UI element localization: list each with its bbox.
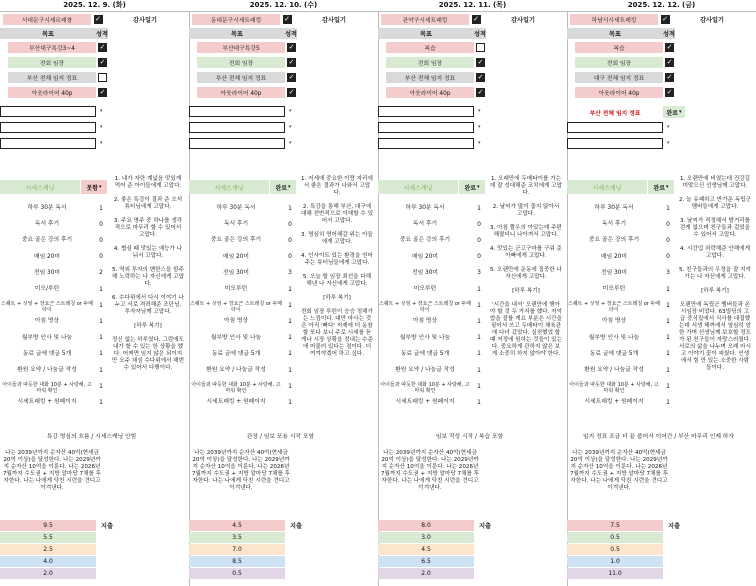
goal-checkbox[interactable] [475, 72, 486, 83]
score-value[interactable]: 6.5 [378, 556, 474, 567]
vision-text: 나는 2039년까지 순자산 40억(현세금 20억 이상)을 달성한다. 나는 2029년까지 순자산 10억을 이룬다. 나는 2026년 7월까지 수도권 + 지방 알마당 7채를 후자한다. 나는 나에게 닥친 시련을 견디고 이겨낸다. [380, 450, 480, 491]
score-value[interactable]: 9.5 [0, 520, 96, 531]
score-value[interactable]: 3.5 [189, 532, 285, 543]
chevron-down-icon[interactable]: ▾ [289, 124, 292, 130]
chevron-down-icon[interactable]: ▾ [667, 140, 670, 146]
checked-icon: ✓ [284, 15, 290, 23]
score-value[interactable]: 4.5 [189, 520, 285, 531]
task-value[interactable]: 1 [477, 285, 481, 293]
checked-icon: ✓ [473, 15, 479, 23]
task-label: 아이들과 따듯한 대화 10분 + 사랑해, 고마워 확인 [2, 381, 92, 394]
done-header: 성적 [285, 28, 297, 39]
task-value[interactable]: 2 [99, 269, 103, 277]
task-value[interactable]: 3 [288, 269, 292, 277]
checkbox-icon: ✓ [477, 88, 484, 96]
task-value[interactable]: 1 [666, 350, 670, 358]
score-value[interactable]: 3.0 [378, 532, 474, 543]
goal-input[interactable] [378, 106, 474, 117]
goal-checkbox[interactable] [286, 42, 297, 53]
status-label: 시세스캐닝 [0, 180, 80, 194]
expense-label: 지출 [101, 523, 113, 530]
task-label: 아침 명상 [223, 318, 249, 325]
vision-text: 나는 2039년까지 순자산 40억(현세금 20억 이상)을 달성한다. 나는 2029년까지 순자산 10억을 이룬다. 나는 2026년 7월까지 수도권 + 지방 알마당 7채를 후자한다. 나는 나에게 닥친 시련을 견디고 이겨낸다. [191, 450, 291, 491]
goal-item[interactable]: 아웃라이어 40p [8, 87, 96, 98]
top-goal-checkbox[interactable] [659, 14, 671, 25]
task-label: 아침 명상 [34, 318, 60, 325]
chevron-down-icon[interactable]: ▾ [289, 108, 292, 114]
task-value[interactable]: 1 [99, 398, 103, 406]
checkbox-icon: ✓ [288, 43, 295, 51]
day-column [189, 12, 372, 586]
journal-header: 감사일기 [700, 17, 724, 24]
task-value[interactable]: 1 [99, 301, 103, 309]
goal-item[interactable]: 대구 전체 임지 정표 [575, 72, 663, 83]
goal-input[interactable] [189, 138, 285, 149]
goal-header: 목표 [0, 28, 96, 39]
task-value[interactable]: 1 [288, 366, 292, 374]
task-value[interactable]: 1 [477, 317, 481, 325]
score-value[interactable]: 8.0 [378, 520, 474, 531]
task-label: 미모루틴 [224, 286, 248, 292]
task-value[interactable]: 1 [288, 301, 292, 309]
chevron-down-icon[interactable]: ▾ [100, 140, 103, 146]
score-value[interactable]: 7.0 [189, 544, 285, 555]
journal-text[interactable]: 1. 오래만에 두메타이를 가는데 잘 성대해준 코치에게 고맙다. 2. 날씨가 많이 춥지 않아서 고맙다. 3. 아침 짤우의 아았는데 주편해줬더니 나아져서 고맙다. 4. 맛있는 군고구마를 구워 준 아빠에게 고맙다. 5. 오랜만에 운동에 집중한 나 자신에게 고맙다. [하루 복기] '시간을 내서' 오랜만에 행아야 할 것 두 가지를 했다. 저억 밥을 잘를 게요 부분은 시간을 핑어서 쓰고 두메타이 체육관에 다녀 갔었다. 실천했었 할 때 저정에 원하는 것들이 있는 다. 중요하게 관하지 않은 보게 소중히 하지 않아야 한다. [490, 176, 562, 357]
chevron-down-icon[interactable]: ▾ [100, 124, 103, 130]
goal-checkbox[interactable] [97, 72, 108, 83]
task-value[interactable]: 1 [477, 301, 481, 309]
task-value[interactable]: 0 [288, 220, 292, 228]
status-badge[interactable]: 못함 ▾ [81, 180, 107, 194]
goal-checkbox[interactable] [664, 72, 675, 83]
checkbox-icon: ✓ [99, 58, 106, 66]
goal-input[interactable] [189, 106, 285, 117]
task-value[interactable]: 0 [477, 236, 481, 244]
journal-header: 감사일기 [511, 17, 535, 24]
task-value[interactable]: 1 [99, 350, 103, 358]
goal-checkbox[interactable] [475, 57, 486, 68]
task-value[interactable]: 1 [666, 285, 670, 293]
task-label: 매임 20미 [600, 253, 628, 260]
task-value[interactable]: 1 [477, 334, 481, 342]
task-label: 아이들과 따듯한 대화 10분 + 사랑해, 고마워 확인 [569, 381, 659, 394]
top-goal-checkbox[interactable] [281, 14, 293, 25]
goal-input[interactable] [567, 122, 663, 133]
task-value[interactable]: 1 [99, 366, 103, 374]
task-label: 독서 후기 [412, 221, 438, 228]
top-goal-label[interactable]: 하남시시세트래킹 [570, 14, 658, 25]
task-value[interactable]: 1 [666, 382, 670, 390]
task-label: 동료 글에 댓글 5개 [589, 350, 639, 357]
checkbox-icon: ✓ [666, 58, 673, 66]
task-label: 환원 요약 / 나눔글 작성 [17, 367, 77, 373]
task-label: 아이들과 따듯한 대화 10분 + 사랑해, 고마워 확인 [380, 381, 470, 394]
task-label: 시세트래킹 + 원페이지 [395, 399, 455, 406]
task-value[interactable]: 3 [666, 269, 670, 277]
task-value[interactable]: 1 [288, 317, 292, 325]
vision-text: 나는 2039년까지 순자산 40억(현세금 20억 이상)을 달성한다. 나는 2029년까지 순자산 10억을 이룬다. 나는 2026년 7월까지 수도권 + 지방 알마당 7채를 후자한다. 나는 나에게 닥친 시련을 견디고 이겨낸다. [569, 450, 669, 491]
task-value[interactable]: 0 [666, 253, 670, 261]
task-label: 환원 요약 / 나눔글 작성 [395, 367, 455, 373]
chevron-down-icon[interactable]: ▾ [100, 108, 103, 114]
journal-text[interactable]: 1. 저세에 중요한 이랑 자리에서 좋은 결과가 나와서 고맙다. 2. 특강을 통해 부산, 대구에 대해 전반적으로 이해할 수 있어서 고맙다. 3. 명심히 명어해갈 위는 아들에게 고맙다. 4. 인사이트 있는 환경을 얻어 주는 튜터님들에게 고맙다. 5. 오늘 할 임장 최선을 다해 해낸 나 자신에게 고맙다. [하루 복기] 전회 임장 루틴이 승승 정해가는 느낌이다. 대만 마사는 것은 아직 '빠다' 저제에 더 동참할 또다 보니 주로 시세를 듣게나 시장 상황을 정내는 수준에 머물러 있다는 점이다. 더 여겨야겠어 하고 싶다. [301, 176, 373, 357]
journal-text[interactable]: 1. 내가 자란 계넓음 맛있게 먹어 준 아이들에게 고맙다. 2. 좋은 특강이 결과 준 오석 튜터님에게 고맙다. 3. 주요 명주 중 하나를 생각적으로 마무리 할 수 있어서 고맙다. 4. 협심 때 맛있는 예능가 나눠서 고맙다. 5. 역외 투자의 벤한스들 함주해 노력하는 나 자신에게 고맙다. 6. 수다위에서 다시 이야기 나누고 서로 격려해준 조단님, 투자자님께 고맙다. [하루 복기] 정신 없는 하루였다. 그럼에도 내가 할 수 있는 한 상황을 했다. 어쩌면 임지 않은 되이지만 오주 채섬 수다위에서 해번 수 있어서 다행이다. [112, 176, 184, 371]
goal-input[interactable] [189, 122, 285, 133]
task-value[interactable]: 1 [477, 350, 481, 358]
task-label: 중요 골은 강의 후기 [210, 237, 262, 244]
status-badge[interactable]: 완료 ▾ [270, 180, 296, 194]
checkbox-icon: ✓ [477, 58, 484, 66]
task-value[interactable]: 1 [288, 204, 292, 212]
goal-item[interactable]: 전회 임장 [197, 57, 285, 68]
checkbox-icon: ✓ [477, 73, 484, 81]
goal-header: 목표 [378, 28, 474, 39]
goal-item[interactable]: 아웃라이어 40p [575, 87, 663, 98]
task-value[interactable]: 1 [99, 285, 103, 293]
score-value[interactable]: 11.0 [567, 568, 663, 579]
expense-label: 지출 [479, 523, 491, 530]
score-value[interactable]: 0.5 [567, 544, 663, 555]
task-label: 환원 요약 / 나눔글 작성 [206, 367, 266, 373]
task-label: 중요 골은 강의 후기 [588, 237, 640, 244]
goal-item[interactable]: 부산대구특강3~4 [8, 42, 96, 53]
task-value[interactable]: 1 [666, 204, 670, 212]
chevron-down-icon[interactable]: ▾ [478, 108, 481, 114]
goal-checkbox[interactable] [664, 57, 675, 68]
task-value[interactable]: 1 [666, 317, 670, 325]
task-label: 동료 글에 댓글 5개 [22, 350, 72, 357]
task-label: 아침 명상 [412, 318, 438, 325]
task-label: 전임 30미 [600, 269, 628, 276]
chevron-down-icon: ▾ [99, 184, 102, 190]
goal-item[interactable]: 전회 임장 [8, 57, 96, 68]
task-label: 시세트래킹 + 원페이지 [206, 399, 266, 406]
task-label: 스퀘트 + 싯엉 + 장요근 스트레칭 or 두메타이 [189, 300, 283, 313]
task-value[interactable]: 0 [666, 236, 670, 244]
score-value[interactable]: 2.0 [378, 568, 474, 579]
goal-item[interactable]: 아웃라이어 40p [197, 87, 285, 98]
day-summary[interactable]: 특강 영심의 흐름 / 시세스캐닝 안힘 [46, 434, 137, 440]
task-value[interactable]: 1 [99, 204, 103, 212]
task-label: 스퀘트 + 싯엉 + 장요근 스트레칭 or 두메타이 [0, 300, 94, 313]
checkbox-icon: ✓ [666, 88, 673, 96]
score-value[interactable]: 8.5 [189, 556, 285, 567]
task-value[interactable]: 1 [666, 366, 670, 374]
day-summary[interactable]: 임보 작성 시작 / 복습 포함 [435, 434, 504, 440]
task-label: 동료 글에 댓글 5개 [400, 350, 450, 357]
task-label: 전임 30미 [222, 269, 250, 276]
task-label: 월부방 인사 및 나눔 [588, 334, 640, 341]
checkbox-icon: ✓ [666, 73, 673, 81]
task-value[interactable]: 1 [477, 398, 481, 406]
status-label: 시세스캐닝 [378, 180, 458, 194]
task-label: 하루 30분 독서 [405, 205, 445, 211]
goal-input[interactable] [567, 138, 663, 149]
task-label: 독서 후기 [601, 221, 627, 228]
chevron-down-icon: ▾ [288, 184, 291, 190]
done-header: 성적 [663, 28, 675, 39]
chevron-down-icon[interactable]: ▾ [667, 124, 670, 130]
task-value[interactable]: 1 [99, 334, 103, 342]
task-value[interactable]: 1 [288, 285, 292, 293]
goal-item[interactable]: 아웃라이어 40p [386, 87, 474, 98]
task-label: 동료 글에 댓글 5개 [211, 350, 261, 357]
top-goal-label[interactable]: 서대문구시세르래창 [3, 14, 91, 25]
goal-input[interactable] [378, 122, 474, 133]
checkbox-icon: ✓ [288, 73, 295, 81]
task-label: 환원 요약 / 나눔글 작성 [584, 367, 644, 373]
goal-checkbox[interactable] [97, 57, 108, 68]
task-label: 매임 20미 [33, 253, 61, 260]
checkbox-icon: ✓ [666, 43, 673, 51]
checkbox-icon: ✓ [99, 88, 106, 96]
goal-item[interactable]: 전회 임장 [575, 57, 663, 68]
task-value[interactable]: 0 [477, 220, 481, 228]
goal-input[interactable] [0, 106, 96, 117]
task-value[interactable]: 3 [477, 269, 481, 277]
vision-text: 나는 2039년까지 순자산 40억(현세금 20억 이상)을 달성한다. 나는 2029년까지 순자산 10억을 이룬다. 나는 2026년 7월까지 수도권 + 지방 알마당 7채를 후자한다. 나는 나에게 닥친 시련을 견디고 이겨낸다. [2, 450, 102, 491]
day-column [378, 12, 561, 586]
dropdown-value[interactable]: 부산 전체 임지 정표 [589, 110, 641, 117]
status-badge[interactable]: 완료 ▾ [648, 180, 674, 194]
checkbox-icon: ✓ [288, 58, 295, 66]
task-label: 하루 30분 독서 [216, 205, 256, 211]
top-goal-label[interactable]: 동대문구시세트래킹 [192, 14, 280, 25]
goal-input[interactable] [378, 138, 474, 149]
goal-checkbox[interactable] [286, 72, 297, 83]
task-label: 매임 20미 [411, 253, 439, 260]
checkbox-icon [98, 73, 107, 82]
task-label: 미모루틴 [602, 286, 626, 292]
chevron-down-icon[interactable]: ▾ [478, 140, 481, 146]
status-badge[interactable]: 완료 ▾ [459, 180, 485, 194]
dropdown-status[interactable]: 완료 ▾ [663, 106, 685, 118]
task-label: 하루 30분 독서 [27, 205, 67, 211]
goal-header: 목표 [189, 28, 285, 39]
top-goal-label[interactable]: 관악구시세트래킹 [381, 14, 469, 25]
task-label: 독서 후기 [34, 221, 60, 228]
chevron-down-icon[interactable]: ▾ [289, 140, 292, 146]
checkbox-icon: ✓ [99, 43, 106, 51]
chevron-down-icon[interactable]: ▾ [478, 124, 481, 130]
journal-header: 감사일기 [322, 17, 346, 24]
task-value[interactable]: 1 [477, 204, 481, 212]
task-label: 아침 명상 [601, 318, 627, 325]
task-label: 시세트래킹 + 원페이지 [17, 399, 77, 406]
goal-checkbox[interactable] [664, 42, 675, 53]
day-date: 2025. 12. 9. (화) [0, 0, 189, 12]
task-value[interactable]: 1 [288, 334, 292, 342]
task-label: 매임 20미 [222, 253, 250, 260]
goal-input[interactable] [0, 138, 96, 149]
task-value[interactable]: 0 [99, 253, 103, 261]
task-value[interactable]: 0 [477, 253, 481, 261]
task-value[interactable]: 1 [666, 334, 670, 342]
done-header: 성적 [474, 28, 486, 39]
task-label: 미모/루틴 [34, 286, 60, 292]
task-label: 월부방 인사 및 나눔 [21, 334, 73, 341]
score-value[interactable]: 0.5 [567, 532, 663, 543]
goal-checkbox[interactable] [286, 87, 297, 98]
checkbox-icon: ✓ [288, 88, 295, 96]
task-label: 중요 골은 강의 후기 [399, 237, 451, 244]
day-date: 2025. 12. 12. (금) [567, 0, 756, 12]
task-label: 스퀘트 + 싯엉 + 장요근 스트레칭 or 두메타이 [567, 300, 661, 313]
task-value[interactable]: 0 [99, 236, 103, 244]
goal-checkbox[interactable] [97, 42, 108, 53]
done-header: 성적 [96, 28, 108, 39]
score-value[interactable]: 0.5 [189, 568, 285, 579]
task-value[interactable]: 1 [666, 301, 670, 309]
status-label: 시세스캐닝 [189, 180, 269, 194]
task-value[interactable]: 0 [666, 220, 670, 228]
goal-item[interactable]: 부산 전체 임지 정표 [386, 72, 474, 83]
score-value[interactable]: 1.0 [567, 556, 663, 567]
chevron-down-icon: ▾ [477, 184, 480, 190]
task-value[interactable]: 1 [666, 398, 670, 406]
expense-label: 지출 [290, 523, 302, 530]
task-label: 아이들과 따듯한 대화 10분 + 사랑해, 고마워 확인 [191, 381, 281, 394]
day-summary[interactable]: 임지 정표 조금 더 끝 줍어서 이어간 / 부산 마무리 인제 하자 [582, 434, 735, 440]
task-value[interactable]: 1 [288, 382, 292, 390]
goal-item[interactable]: 부산대구특강5 [197, 42, 285, 53]
day-column [0, 12, 183, 586]
journal-header: 감사일기 [133, 17, 157, 24]
checked-icon: ✓ [662, 15, 668, 23]
task-label: 스퀘트 + 싯엉 + 장요근 스트레칭 or 두메타이 [378, 300, 472, 313]
score-value[interactable]: 2.0 [0, 568, 96, 579]
task-label: 하루 30분 독서 [594, 205, 634, 211]
top-goal-checkbox[interactable] [92, 14, 104, 25]
goal-checkbox[interactable] [475, 87, 486, 98]
task-value[interactable]: 1 [288, 350, 292, 358]
score-value[interactable]: 2.5 [0, 544, 96, 555]
score-value[interactable]: 4.0 [0, 556, 96, 567]
score-value[interactable]: 4.5 [378, 544, 474, 555]
task-value[interactable]: 0 [288, 236, 292, 244]
score-value[interactable]: 7.5 [567, 520, 663, 531]
task-label: 독서 후기 [223, 221, 249, 228]
task-label: 전임 30미 [411, 269, 439, 276]
task-value[interactable]: 0 [99, 220, 103, 228]
goal-checkbox[interactable] [286, 57, 297, 68]
task-label: 월부방 인사 및 나눔 [399, 334, 451, 341]
expense-label: 지출 [668, 523, 680, 530]
day-summary[interactable]: 관장 / 임보 포용 시작 포함 [246, 434, 315, 440]
task-label: 중요 골은 강의 후기 [21, 237, 73, 244]
goal-item[interactable]: 전회 임장 [386, 57, 474, 68]
goal-input[interactable] [0, 122, 96, 133]
goal-item[interactable]: 복습 [386, 42, 474, 53]
task-value[interactable]: 0 [288, 253, 292, 261]
goal-header: 목표 [567, 28, 663, 39]
goal-item[interactable]: 부산 전체 임지 정표 [197, 72, 285, 83]
task-value[interactable]: 1 [477, 366, 481, 374]
day-column [567, 12, 750, 586]
goal-item[interactable]: 복습 [575, 42, 663, 53]
status-label: 시세스캐닝 [567, 180, 647, 194]
task-value[interactable]: 1 [99, 382, 103, 390]
goal-checkbox[interactable] [97, 87, 108, 98]
top-goal-checkbox[interactable] [470, 14, 482, 25]
task-label: 월부방 인사 및 나눔 [210, 334, 262, 341]
goal-checkbox[interactable] [475, 42, 486, 53]
score-value[interactable]: 5.5 [0, 532, 96, 543]
day-date: 2025. 12. 11. (목) [378, 0, 567, 12]
task-label: 전임 30미 [33, 269, 61, 276]
task-value[interactable]: 1 [288, 398, 292, 406]
task-label: 미모루틴 [413, 286, 437, 292]
goal-item[interactable]: 부산 전체 임지 정표 [8, 72, 96, 83]
journal-text[interactable]: 1. 오랜만에 비였는데 건강길 미맞으신 선생님께 고맙다. 2. 늘 유쾌하고 반가운 독립군 멤버들에게 고맙다. 3. 날씨가 적정해서 밤거리를 걷게 없으며 친구들과 걸었을 수 있어서 고맙다. 4. 시간업 허락해준 안해에게 고맙다. 5. 친구들과의 우정을 잘 지켜가는 나 자신에게 고맙다. [하루 복기] 오랜만에 독립군 멤버들과 온시임장 비었다. 63빌딩의 고급 중식집에서 식사를 대접했는데 서생 해까에서 열심히 암한 가며 선생님께 보호할 정도가 된 친구들이 자랑스러웠다. 서로의 삶을 나누며 오래 마시고 이야기 꽃이 피웠다. 인생에서 힘 만 있는 소중한 사람들이다. [679, 176, 751, 371]
chevron-down-icon: ▾ [666, 184, 669, 190]
checked-icon: ✓ [95, 15, 101, 23]
task-value[interactable]: 1 [99, 317, 103, 325]
task-label: 시세트래킹 + 원페이지 [584, 399, 644, 406]
goal-checkbox[interactable] [664, 87, 675, 98]
day-date: 2025. 12. 10. (수) [189, 0, 378, 12]
task-value[interactable]: 1 [477, 382, 481, 390]
checkbox-icon [476, 43, 485, 52]
chevron-down-icon: ▾ [679, 109, 682, 115]
